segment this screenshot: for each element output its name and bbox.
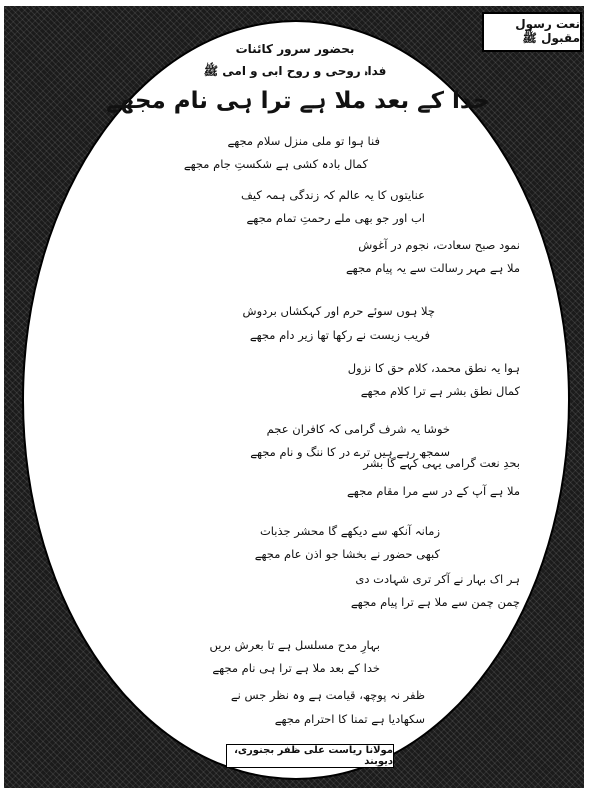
verse-line: ہر اک بہار نے آکر تری شہادت دی — [355, 572, 520, 586]
verse-line: خوشا یہ شرف گرامی کہ کافران عجم — [266, 422, 450, 436]
verse-line: بہارِ مدح مسلسل ہے تا بعرش بریں — [209, 638, 380, 652]
poet-credit: مولانا ریاست علی ظفر بجنوری، دیوبند — [226, 744, 394, 768]
verse-line: فریب زیست نے رکھا تھا زیر دام مجھے — [249, 328, 430, 342]
verse-line: کمال نطق بشر ہے ترا کلام مجھے — [360, 384, 520, 398]
verse-line: عنایتوں کا یہ عالم کہ زندگی ہمہ کیف — [241, 188, 425, 202]
verse-line: خدا کے بعد ملا ہے ترا ہی نام مجھے — [212, 661, 380, 675]
dedication-line-2: فداہ روحی و روح ابی و امی ﷺ — [203, 64, 387, 78]
verse-line: زمانہ آنکھ سے دیکھے گا محشر جذبات — [259, 524, 440, 538]
verse-line: اب اور جو بھی ملے رحمتِ تمام مجھے — [246, 211, 425, 225]
verse-line: بحدِ نعت گرامی یہی کہے گا بشر — [363, 456, 520, 470]
verse-line: چمن چمن سے ملا ہے ترا پیام مجھے — [350, 595, 520, 609]
poem-title: خدا کے بعد ملا ہے ترا ہی نام مجھے — [106, 88, 490, 114]
verse-line: ملا ہے آپ کے در سے مرا مقام مجھے — [347, 484, 520, 498]
verse-line: چلا ہوں سوئے حرم اور کہکشاں بردوش — [242, 304, 435, 318]
verse-line: کمال بادہ کشی ہے شکستِ جام مجھے — [183, 157, 368, 171]
verse-line: نمود صبح سعادت، نجوم در آغوش — [358, 238, 520, 252]
verse-line: فنا ہوا تو ملی منزل سلام مجھے — [227, 134, 380, 148]
verse-line: کبھی حضور نے بخشا جو اذن عام مجھے — [254, 547, 440, 561]
genre-tag: نعت رسول مقبول ﷺ — [482, 12, 582, 52]
verse-line: سمجھ رہے ہیں ترے در کا ننگ و نام مجھے — [250, 445, 450, 459]
verse-line: ملا ہے مہر رسالت سے یہ پیام مجھے — [345, 261, 520, 275]
verse-line: ہوا یہ نطق محمد، کلام حق کا نزول — [347, 361, 520, 375]
verse-line: سکھادیا ہے تمنا کا احترام مجھے — [274, 712, 425, 726]
verse-line: ظفر نہ پوچھ، قیامت ہے وہ نظر جس نے — [230, 688, 425, 702]
dedication-line-1: بحضور سرور کائنات — [235, 42, 355, 56]
